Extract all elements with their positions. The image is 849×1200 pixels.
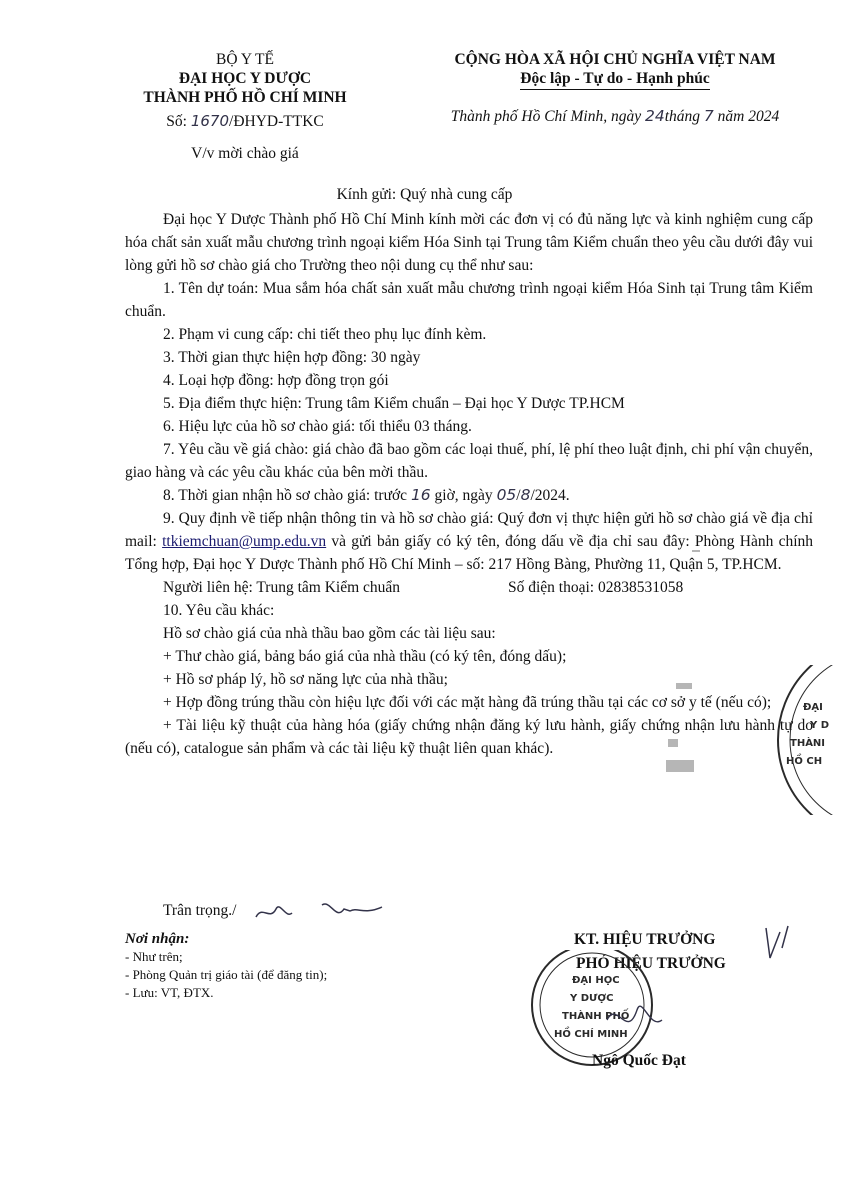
item-8-sep: / bbox=[516, 487, 521, 504]
document-date bbox=[425, 107, 805, 126]
item-8-hour: 16 bbox=[410, 486, 431, 504]
item-6: 6. Hiệu lực của hồ sơ chào giá: tối thiểu 03 tháng. bbox=[163, 418, 472, 435]
item-8-month: 8 bbox=[520, 486, 531, 504]
document-number bbox=[120, 112, 370, 131]
svg-text:ĐẠI: ĐẠI bbox=[803, 702, 823, 713]
item-1: 1. Tên dự toán: Mua sắm hóa chất sản xuất mẫu chương trình ngoại kiểm Hóa Sinh tại Trung tâm Kiểm chuẩn. bbox=[125, 280, 813, 320]
svg-text:Y DƯỢC: Y DƯỢC bbox=[570, 993, 614, 1004]
scan-smudge bbox=[676, 683, 692, 689]
recipient-item: - Lưu: VT, ĐTX. bbox=[125, 985, 214, 1000]
date-year: năm 2024 bbox=[713, 108, 780, 125]
svg-text:THÀNI: THÀNI bbox=[790, 738, 826, 749]
scan-smudge bbox=[666, 760, 694, 772]
document-number-handwritten: 1670 bbox=[190, 112, 230, 130]
recipient-greeting: Kính gửi: Quý nhà cung cấp bbox=[336, 186, 513, 203]
item-7: 7. Yêu cầu về giá chào: giá chào đã bao gồm các loại thuế, phí, lệ phí theo luật định, chi phí vận chuyển, giao hàng và các yêu cầu khác của bên mời thầu. bbox=[125, 441, 813, 481]
date-month-label: tháng bbox=[664, 108, 704, 125]
university-name-line2: THÀNH PHỐ HỒ CHÍ MINH bbox=[143, 89, 347, 106]
item-8 bbox=[125, 484, 813, 507]
recipient-item: - Phòng Quản trị giáo tài (để đăng tin); bbox=[125, 967, 328, 982]
header-right bbox=[425, 50, 805, 126]
contact-person: Người liên hệ: Trung tâm Kiểm chuẩn bbox=[163, 579, 401, 596]
header-left bbox=[120, 50, 370, 163]
closing-phrase: Trân trọng./ bbox=[163, 902, 237, 919]
svg-text:ĐẠI HỌC: ĐẠI HỌC bbox=[572, 975, 620, 986]
svg-text:HỒ CH: HỒ CH bbox=[786, 756, 823, 767]
scan-smudge bbox=[692, 550, 700, 552]
item-2: 2. Phạm vi cung cấp: chi tiết theo phụ lục đính kèm. bbox=[163, 326, 487, 343]
item-8-year: /2024. bbox=[530, 487, 570, 504]
motto-wrapper bbox=[425, 69, 805, 90]
signer-name: Ngô Quốc Đạt bbox=[592, 1052, 686, 1069]
recipients-title: Nơi nhận: bbox=[125, 931, 190, 947]
item-9-suffix: và gửi bản giấy có ký tên, đóng dấu về địa chỉ sau đây: Phòng Hành chính Tổng hợp, Đại học Y Dược Thành phố Hồ Chí Minh – số: 217 Hồng Bàng, Phường 11, Quận 5, TP.HCM. bbox=[125, 533, 814, 573]
item-10-doc-1: + Thư chào giá, bảng báo giá của nhà thầu (có ký tên, đóng dấu); bbox=[163, 648, 567, 665]
item-9 bbox=[125, 507, 813, 576]
item-4: 4. Loại hợp đồng: hợp đồng trọn gói bbox=[163, 372, 389, 389]
signature-scribble bbox=[760, 918, 800, 978]
svg-text:THÀNH PHỐ: THÀNH PHỐ bbox=[562, 1011, 630, 1022]
contact-phone: Số điện thoại: 02838531058 bbox=[508, 579, 684, 596]
ministry-name: BỘ Y TẾ bbox=[216, 51, 274, 68]
svg-text:Y D: Y D bbox=[810, 720, 830, 731]
item-9-prefix: 9. Quy định về tiếp nhận thông tin và hồ sơ chào giá: Quý đơn vị thực hiện gửi hồ sơ chào giá về địa chỉ mail: bbox=[125, 510, 813, 550]
item-8-mid: giờ, ngày bbox=[430, 487, 497, 504]
date-month: 7 bbox=[703, 107, 714, 125]
intro-paragraph: Đại học Y Dược Thành phố Hồ Chí Minh kính mời các đơn vị có đủ năng lực và kinh nghiệm cung cấp hóa chất sản xuất mẫu chương trình ngoại kiểm Hóa Sinh tại Trung tâm Kiểm chuẩn theo yêu cầu dưới đây vui lòng gửi hồ sơ chào giá cho Trường theo nội dung cụ thể như sau: bbox=[125, 211, 813, 274]
svg-text:HỒ CHÍ MINH: HỒ CHÍ MINH bbox=[554, 1029, 628, 1040]
item-10-title: 10. Yêu cầu khác: bbox=[163, 602, 275, 619]
signer-role-1: KT. HIỆU TRƯỞNG bbox=[574, 931, 716, 948]
initial-signature-mark bbox=[252, 895, 392, 925]
date-day: 24 bbox=[644, 107, 665, 125]
recipients-block bbox=[125, 930, 445, 1002]
item-10-doc-3: + Hợp đồng trúng thầu còn hiệu lực đối với các mặt hàng đã trúng thầu tại các cơ sở y tế (nếu có); bbox=[163, 694, 772, 711]
date-prefix: Thành phố Hồ Chí Minh, ngày bbox=[450, 108, 645, 125]
partial-stamp bbox=[758, 665, 849, 815]
country-name: CỘNG HÒA XÃ HỘI CHỦ NGHĨA VIỆT NAM bbox=[454, 51, 776, 68]
scan-smudge bbox=[668, 739, 678, 747]
item-5: 5. Địa điểm thực hiện: Trung tâm Kiểm chuẩn – Đại học Y Dược TP.HCM bbox=[163, 395, 625, 412]
document-number-suffix: /ĐHYD-TTKC bbox=[229, 113, 324, 130]
university-name-line1: ĐẠI HỌC Y DƯỢC bbox=[178, 70, 312, 87]
document-subject: V/v mời chào giá bbox=[191, 145, 299, 162]
item-8-prefix: 8. Thời gian nhận hồ sơ chào giá: trước bbox=[163, 487, 411, 504]
item-10-intro: Hồ sơ chào giá của nhà thầu bao gồm các tài liệu sau: bbox=[163, 625, 496, 642]
national-motto: Độc lập - Tự do - Hạnh phúc bbox=[520, 69, 709, 90]
recipient-item: - Như trên; bbox=[125, 949, 183, 964]
document-number-prefix: Số: bbox=[166, 113, 191, 130]
item-8-day: 05 bbox=[496, 486, 517, 504]
signer-role-2: PHÓ HIỆU TRƯỞNG bbox=[576, 955, 726, 972]
item-10-doc-4: + Tài liệu kỹ thuật của hàng hóa (giấy chứng nhận đăng ký lưu hành, giấy chứng nhận lưu hành tự do (nếu có), catalogue sản phẩm và các tài liệu kỹ thuật liên quan khác). bbox=[125, 717, 813, 757]
letter-body bbox=[125, 208, 813, 760]
item-3: 3. Thời gian thực hiện hợp đồng: 30 ngày bbox=[163, 349, 421, 366]
email-link[interactable]: ttkiemchuan@ump.edu.vn bbox=[162, 533, 327, 550]
item-10-doc-2: + Hồ sơ pháp lý, hồ sơ năng lực của nhà thầu; bbox=[163, 671, 448, 688]
contact-line bbox=[125, 576, 813, 599]
